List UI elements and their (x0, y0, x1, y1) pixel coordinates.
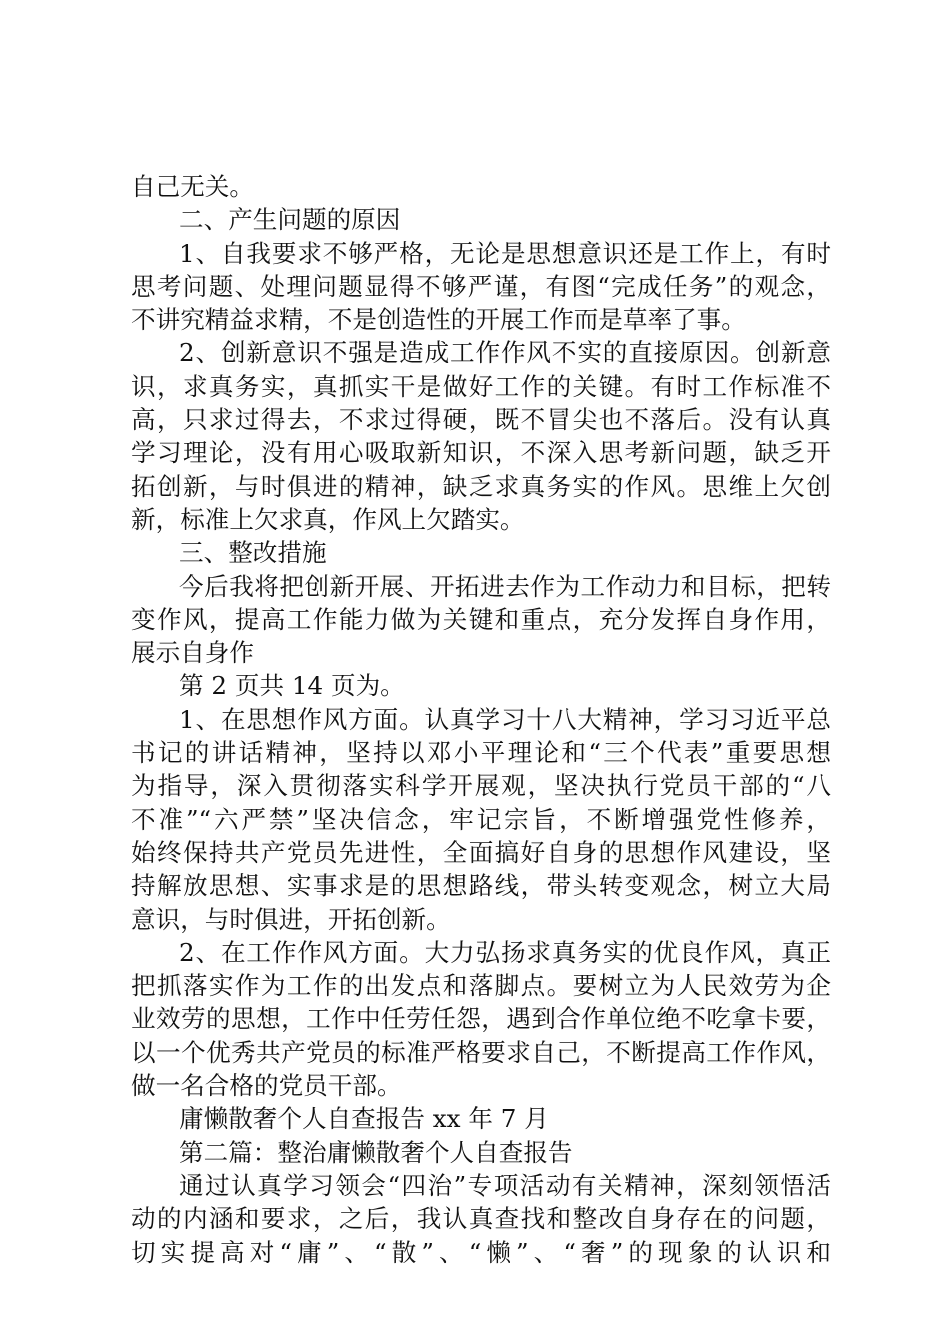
text-line: 2、创新意识不强是造成工作作风不实的直接原因。创新意 (179, 338, 831, 368)
text-line: 识，求真务实，真抓实干是做好工作的关键。有时工作标准不 (131, 371, 831, 401)
text-line: 为指导，深入贯彻落实科学开展观，坚决执行党员干部的“八 (131, 771, 831, 801)
text-line: 拓创新，与时俱进的精神，缺乏求真务实的作风。思维上欠创 (131, 471, 831, 501)
text-line: 不准”“六严禁”坚决信念，牢记宗旨，不断增强党性修养， (131, 804, 831, 834)
text-line: 思考问题、处理问题显得不够严谨，有图“完成任务”的观念， (131, 271, 831, 301)
text-line: 变作风，提高工作能力做为关键和重点，充分发挥自身作用， (131, 604, 831, 634)
text-line: 展示自身作 (131, 638, 254, 668)
text-line: 庸懒散奢个人自查报告 xx 年 7 月 (179, 1104, 549, 1134)
text-line: 第二篇：整治庸懒散奢个人自查报告 (179, 1137, 573, 1167)
text-line: 不讲究精益求精，不是创造性的开展工作而是草率了事。 (131, 305, 746, 335)
text-line: 新，标准上欠求真，作风上欠踏实。 (131, 504, 525, 534)
text-line: 意识，与时俱进，开拓创新。 (131, 904, 451, 934)
text-line: 动的内涵和要求，之后，我认真查找和整改自身存在的问题， (131, 1204, 831, 1234)
text-line: 高，只求过得去，不求过得硬，既不冒尖也不落后。没有认真 (131, 405, 831, 435)
text-line: 业效劳的思想，工作中任劳任怨，遇到合作单位绝不吃拿卡要， (131, 1004, 831, 1034)
text-line: 切实提高对“庸”、“散”、“懒”、“奢”的现象的认识和 (131, 1237, 831, 1267)
text-line: 做一名合格的党员干部。 (131, 1071, 402, 1101)
text-line: 自己无关。 (131, 172, 254, 201)
text-line: 书记的讲话精神，坚持以邓小平理论和“三个代表”重要思想 (131, 738, 831, 768)
text-line: 1、自我要求不够严格，无论是思想意识还是工作上，有时 (179, 238, 831, 268)
text-line: 第 2 页共 14 页为。 (179, 671, 405, 701)
text-line: 三、整改措施 (179, 538, 327, 568)
text-line: 2、在工作作风方面。大力弘扬求真务实的优良作风，真正 (179, 937, 831, 967)
document-body (131, 170, 831, 1269)
text-line: 持解放思想、实事求是的思想路线，带头转变观念，树立大局 (131, 871, 831, 901)
text-line: 通过认真学习领会“四治”专项活动有关精神，深刻领悟活 (179, 1170, 831, 1200)
text-line: 学习理论，没有用心吸取新知识，不深入思考新问题，缺乏开 (131, 438, 831, 468)
text-line: 二、产生问题的原因 (179, 205, 401, 235)
text-line: 今后我将把创新开展、开拓进去作为工作动力和目标，把转 (179, 571, 831, 601)
text-line: 始终保持共产党员先进性，全面搞好自身的思想作风建设，坚 (131, 837, 831, 867)
text-line: 1、在思想作风方面。认真学习十八大精神，学习习近平总 (179, 704, 831, 734)
text-line: 以一个优秀共产党员的标准严格要求自己，不断提高工作作风， (131, 1037, 831, 1067)
text-line: 把抓落实作为工作的出发点和落脚点。要树立为人民效劳为企 (131, 971, 831, 1001)
